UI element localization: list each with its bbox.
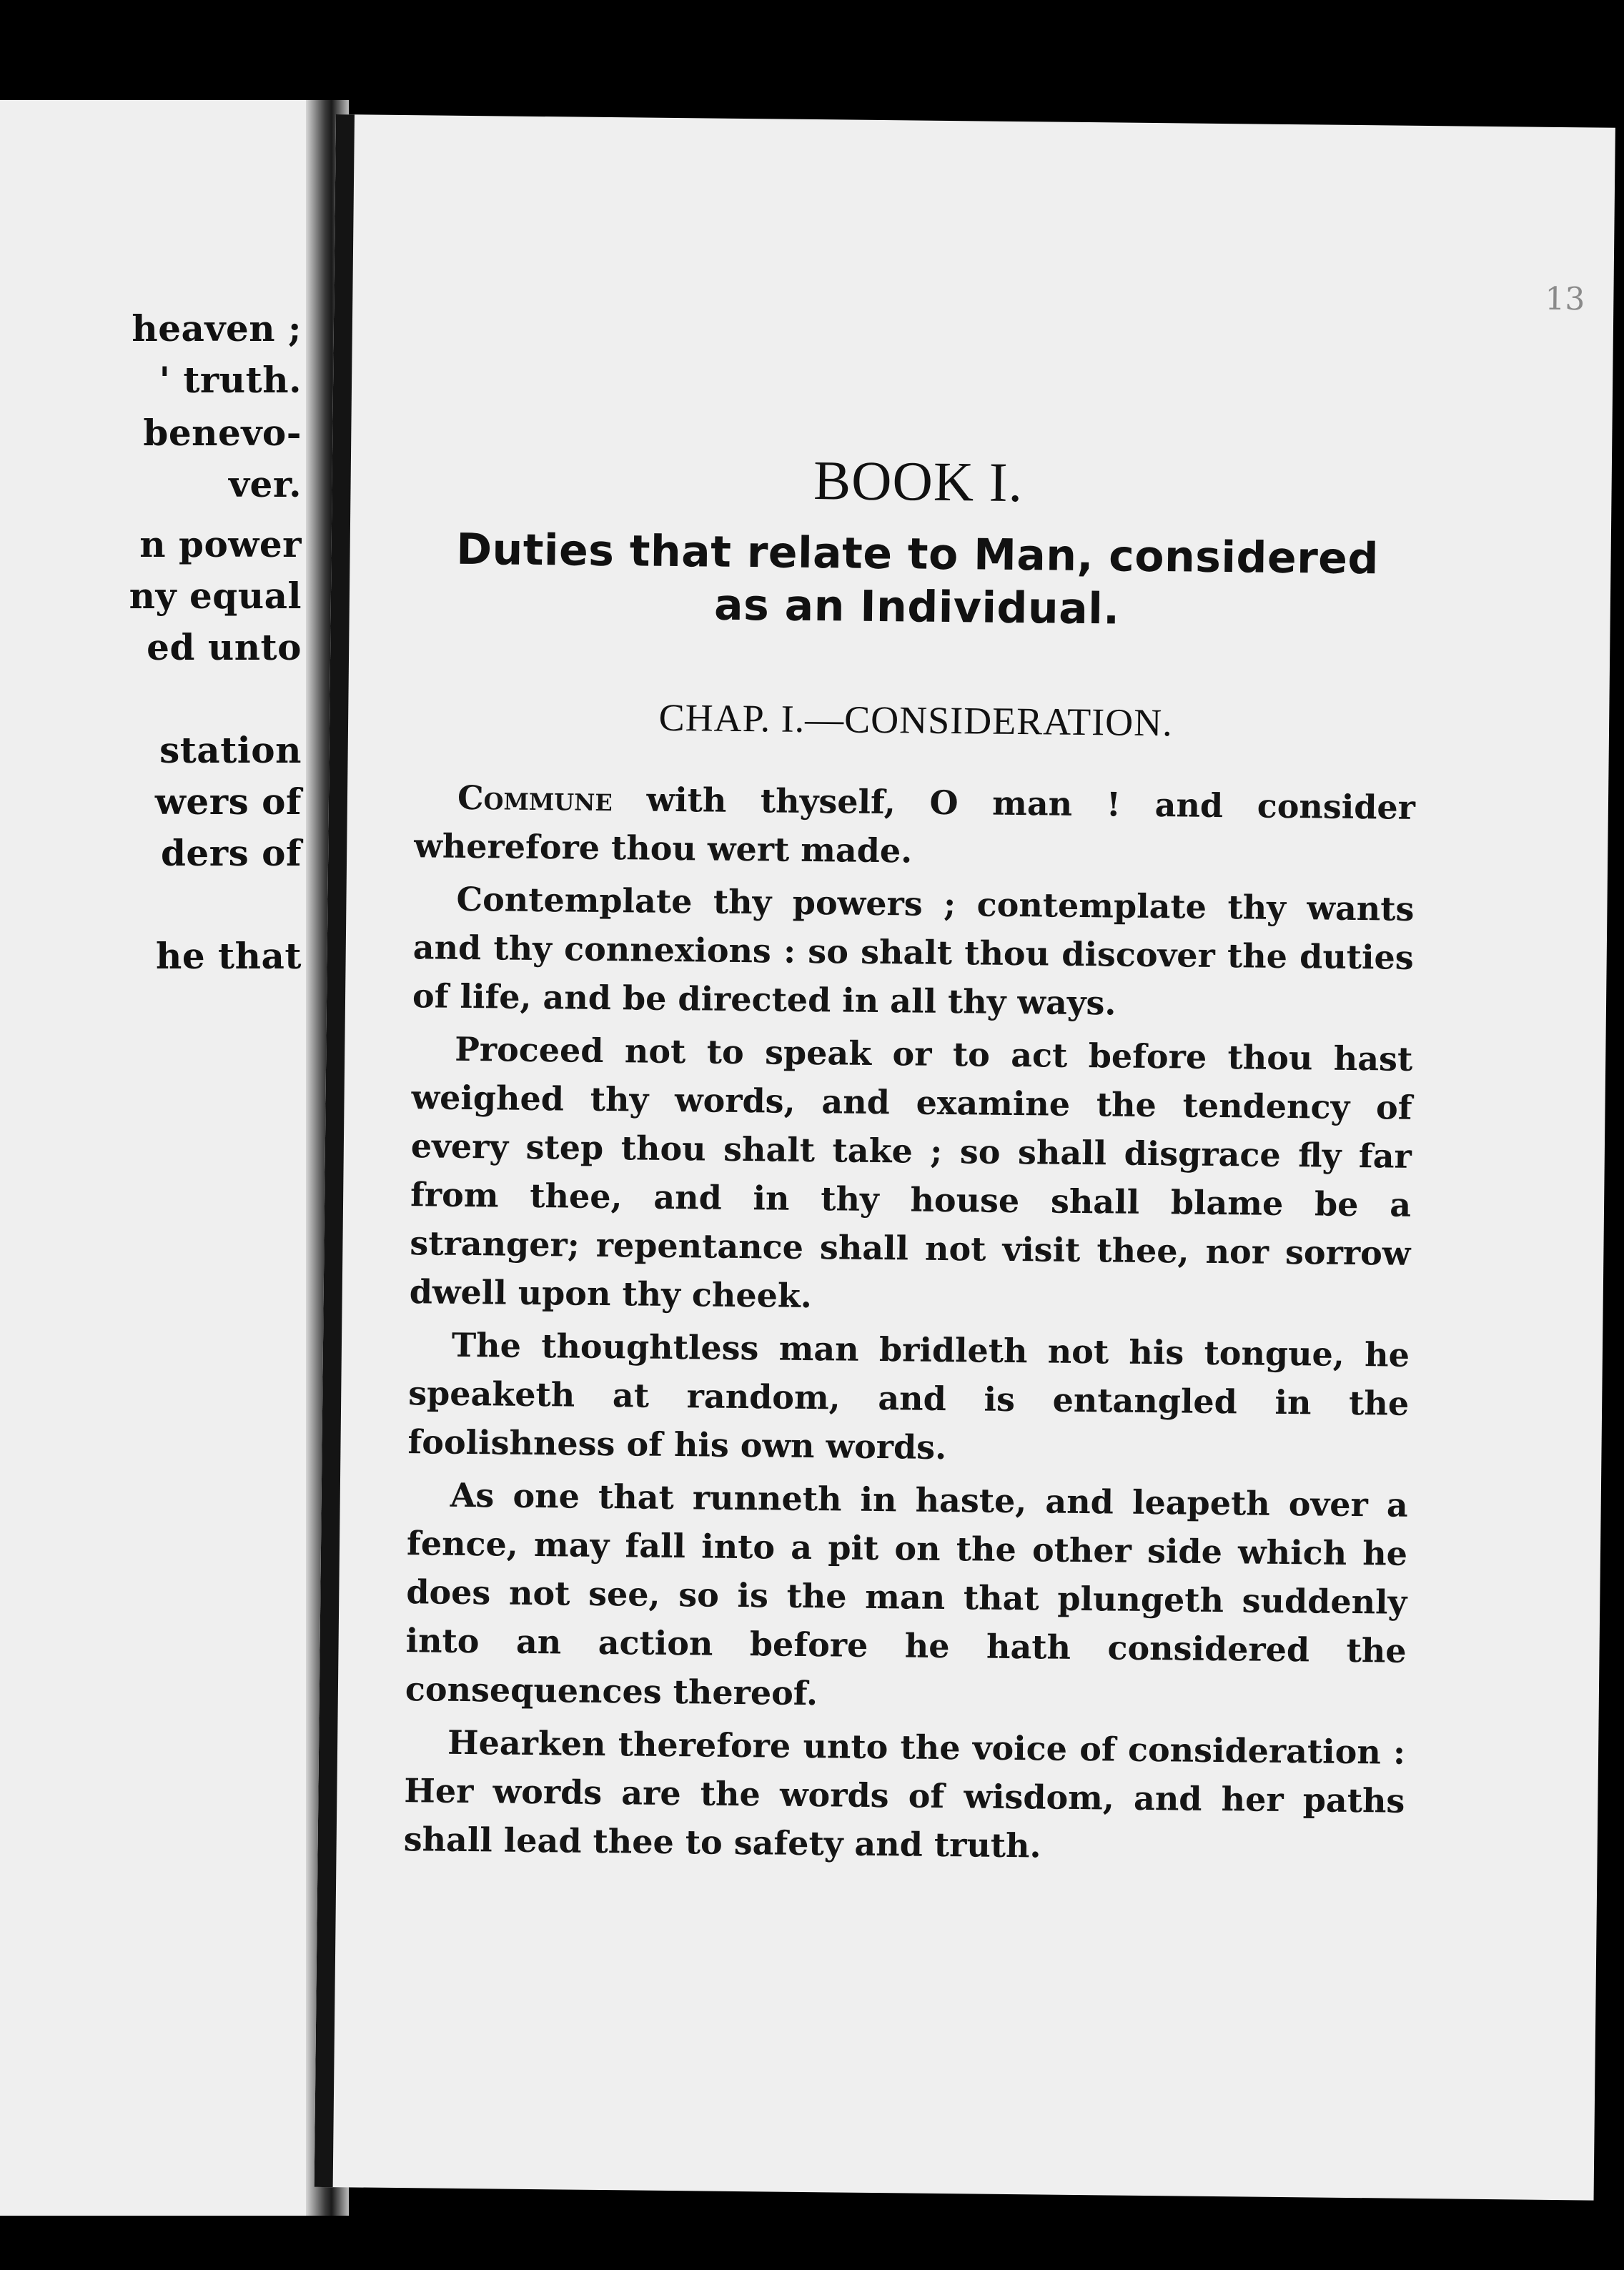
left-page-line: ny equal	[129, 575, 302, 617]
paragraph: As one that runneth in haste, and leapeth over a fence, may fall into a pit on the other side which he does not see, so is the man that plungeth suddenly into an action before he hath considered the consequences thereof.	[405, 1475, 1408, 1713]
left-page-line: heaven ;	[132, 307, 302, 350]
paragraph-lead-word: Commune	[457, 778, 613, 819]
left-page-line: ' truth.	[159, 359, 302, 401]
left-page-line: n power	[139, 523, 302, 565]
paragraph-text: with thyself, O man ! and consider wherefore thou wert made.	[414, 780, 1416, 871]
paragraph: Hearken therefore unto the voice of consideration : Her words are the words of wisdom, and her paths shall lead thee to safety and truth.	[403, 1723, 1406, 1865]
left-page-line: station	[159, 729, 302, 771]
left-page-line: he that	[155, 935, 302, 977]
paragraph	[414, 773, 1415, 881]
left-page-line: ver.	[228, 463, 302, 505]
previous-page-fragment	[0, 100, 322, 2216]
chapter-heading: CHAP. I.—CONSIDERATION.	[658, 695, 1173, 745]
paragraph: Proceed not to speak or to act before thou hast weighed thy words, and examine the tendency of every step thou shalt take ; so shall disgrace fly far from thee, and in thy house shall blame be a stranger; repentance shall not visit thee, nor sorrow dwell upon thy cheek.	[409, 1029, 1413, 1316]
left-page-line: wers of	[154, 780, 302, 823]
page-number: 13	[1545, 280, 1585, 318]
paragraph: The thoughtless man bridleth not his tongue, he speaketh at random, and is entangled in the foolishness of his own words.	[407, 1325, 1410, 1467]
book-title: BOOK I.	[813, 449, 1024, 514]
paragraph: Contemplate thy powers ; contemplate thy wants and thy connexions : so shalt thou discover the duties of life, and be directed in all thy ways.	[412, 879, 1415, 1023]
current-page	[315, 114, 1615, 2201]
book-subtitle	[416, 522, 1417, 639]
book-subtitle-line: as an Individual.	[713, 580, 1120, 635]
left-page-line: benevo-	[143, 412, 302, 454]
left-page-line: ders of	[160, 832, 302, 874]
page-text-block	[403, 444, 1419, 1878]
left-page-line: ed unto	[147, 626, 302, 668]
book-subtitle-line: Duties that relate to Man, considered	[455, 524, 1380, 585]
